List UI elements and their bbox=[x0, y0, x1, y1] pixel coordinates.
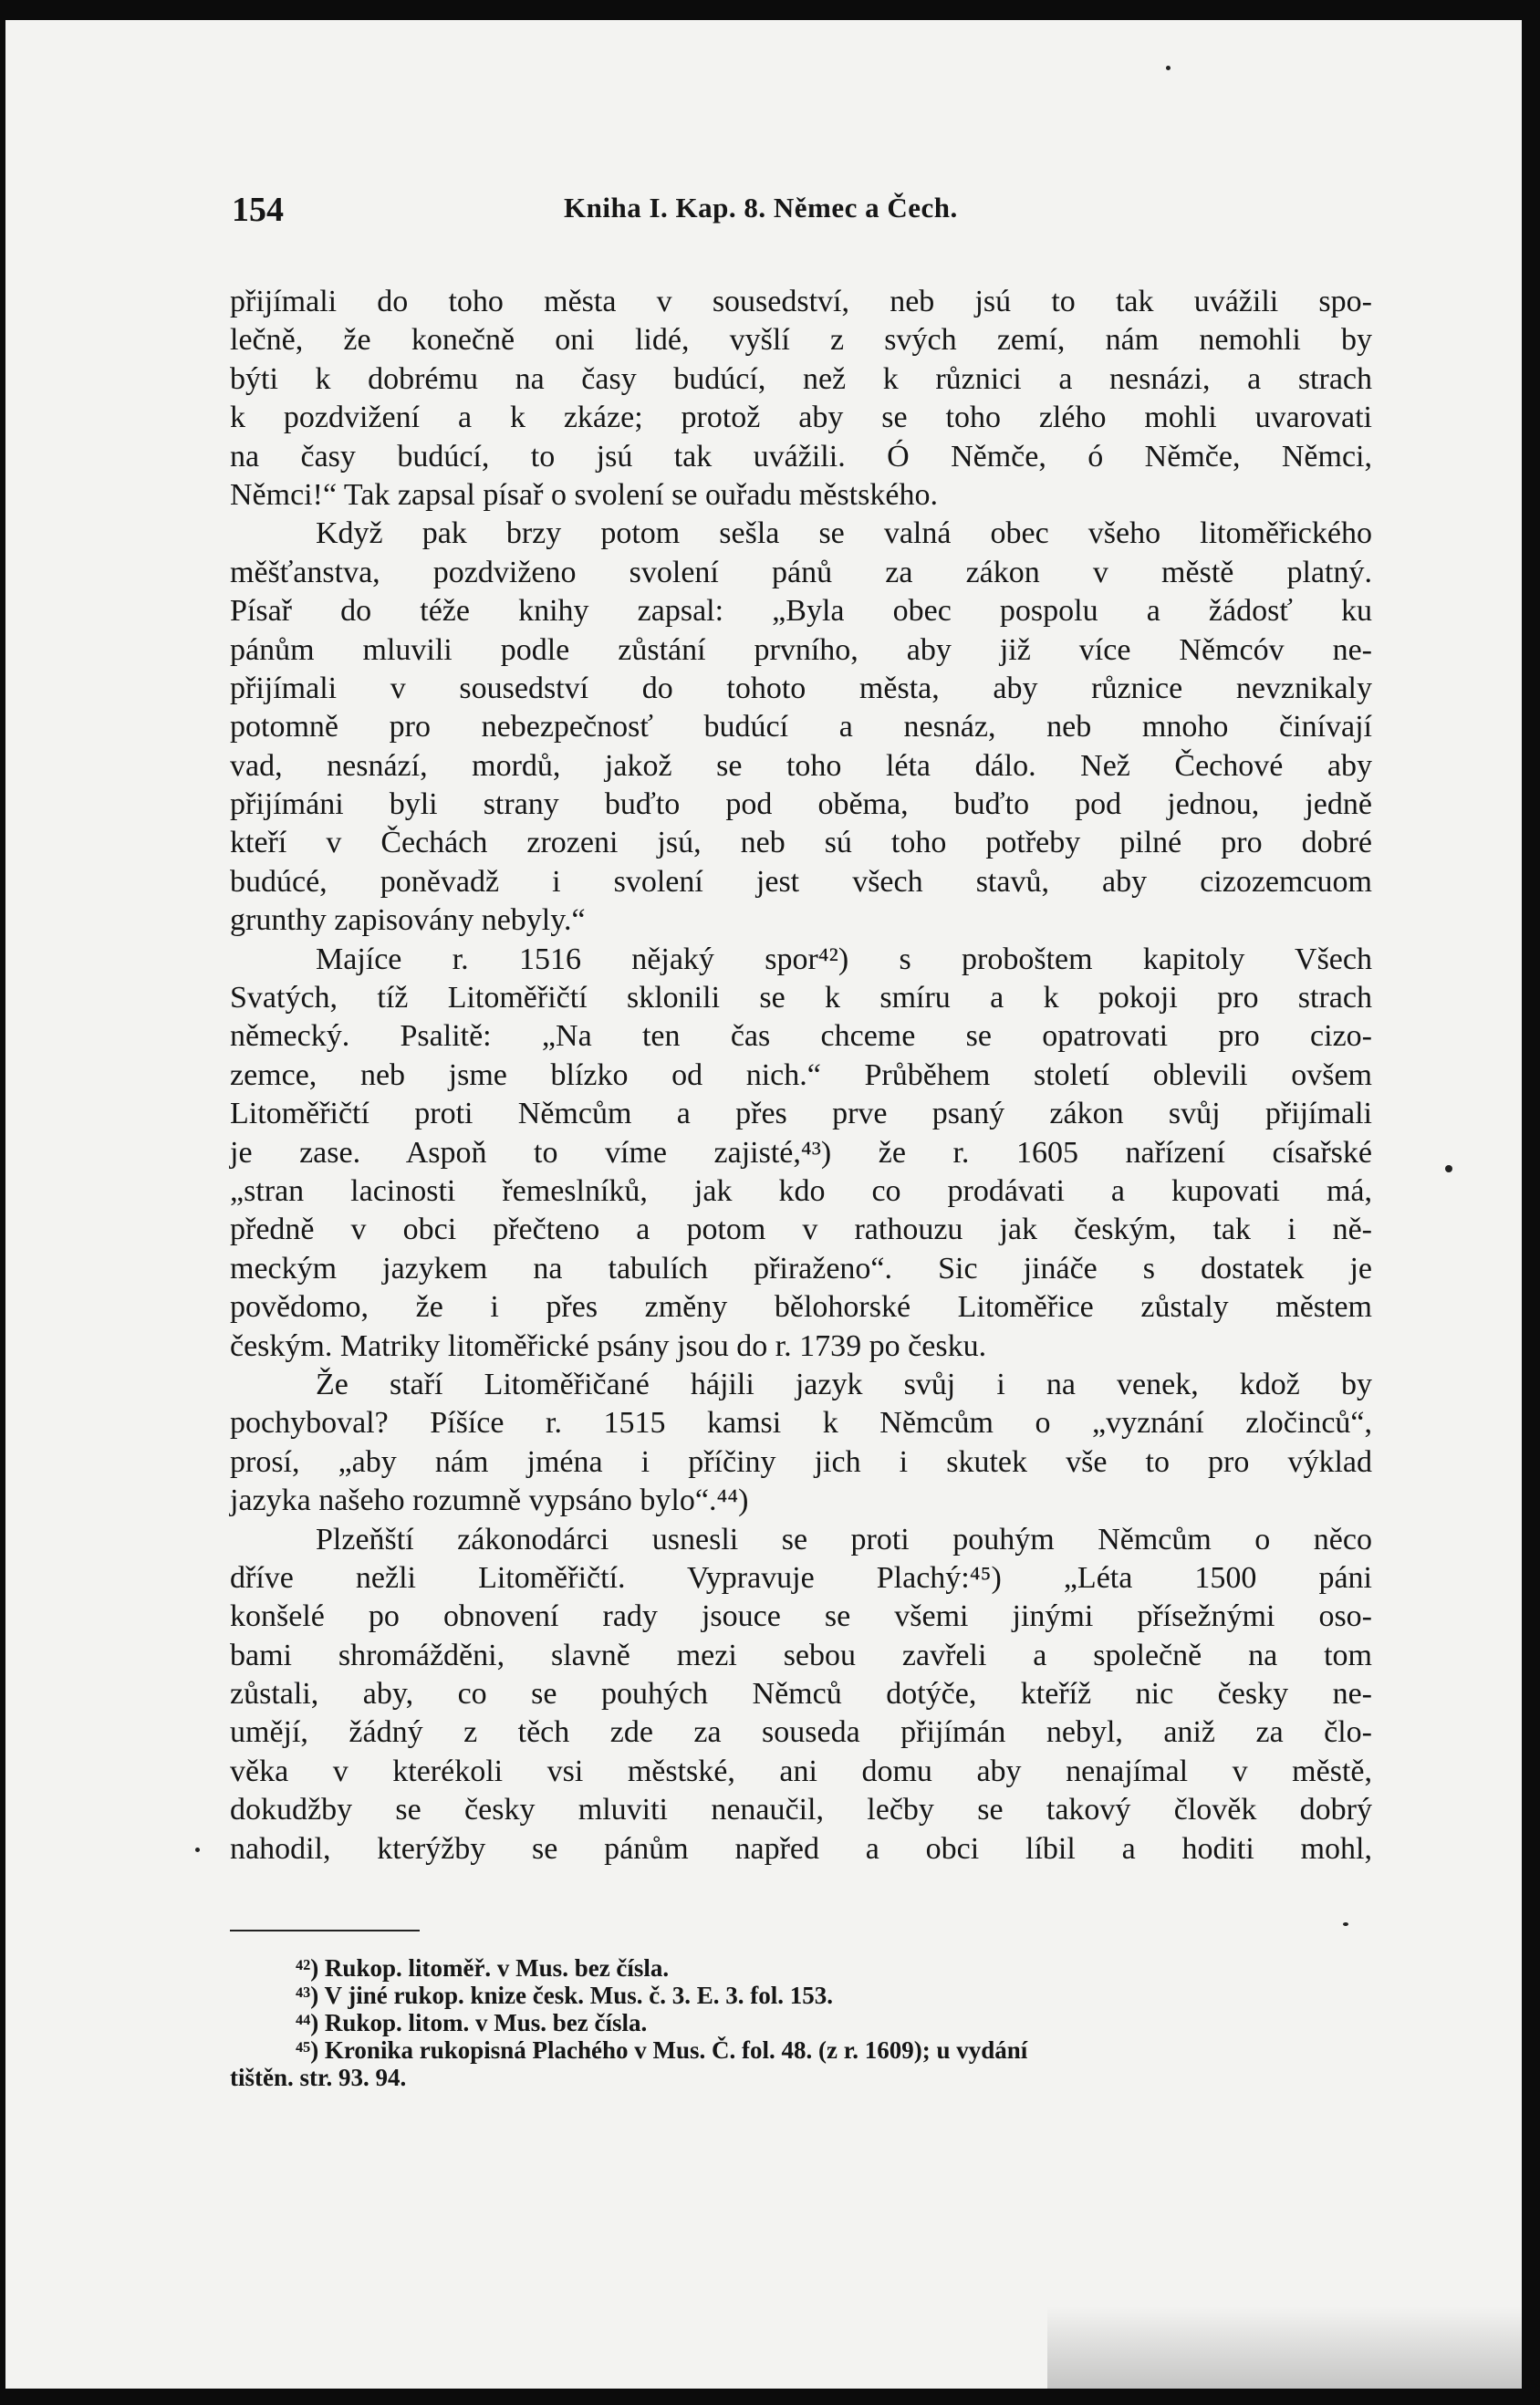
body-line: předně v obci přečteno a potom v rathouzu jak českým, tak i ně- bbox=[230, 1213, 1372, 1247]
body-line: býti k dobrému na časy budúcí, než k různici a nesnázi, a strach bbox=[230, 361, 1372, 396]
footnote: ⁴⁵) Kronika rukopisná Plachého v Mus. Č. fol. 48. (z r. 1609); u vydání bbox=[296, 2036, 1028, 2064]
footnote-rule bbox=[230, 1930, 420, 1931]
footnote: ⁴³) V jiné rukop. knize česk. Mus. č. 3. E. 3. fol. 153. bbox=[296, 1982, 833, 2009]
body-line: Svatých, tíž Litoměřičtí sklonili se k smíru a k pokoji pro strach bbox=[230, 981, 1372, 1015]
body-line: Němci!“ Tak zapsal písař o svolení se ouřadu městského. bbox=[230, 477, 938, 512]
footnote: ⁴⁴) Rukop. litom. v Mus. bez čísla. bbox=[296, 2009, 648, 2036]
scan-speck bbox=[1343, 1922, 1348, 1926]
body-line: Písař do téže knihy zapsal: „Byla obec pospolu a žádosť ku bbox=[230, 594, 1372, 629]
body-text bbox=[230, 283, 1372, 1869]
body-line: kteří v Čechách zrozeni jsú, neb sú toho potřeby pilné pro dobré bbox=[230, 826, 1372, 860]
body-line: konšelé po obnovení rady jsouce se všemi jinými přísežnými oso- bbox=[230, 1599, 1372, 1634]
body-line: „stran lacinosti řemeslníků, jak kdo co prodávati a kupovati má, bbox=[230, 1173, 1372, 1208]
scan-speck bbox=[195, 1848, 200, 1852]
body-line: přijímali do toho města v sousedství, neb jsú to tak uvážili spo- bbox=[230, 285, 1372, 318]
body-line: budúcé, poněvadž i svolení jest všech stavů, aby cizozemcuom bbox=[230, 864, 1372, 899]
body-line: měšťanstva, pozdviženo svolení pánů za zákon v městě platný. bbox=[230, 555, 1372, 589]
scan-shadow bbox=[1047, 2306, 1522, 2389]
scan-speck bbox=[1166, 66, 1171, 70]
body-line: zůstali, aby, co se pouhých Němců dotýče, kteříž nic česky ne- bbox=[230, 1677, 1372, 1712]
body-line: vad, nesnází, mordů, jakož se toho léta dálo. Než Čechové aby bbox=[230, 748, 1372, 783]
body-line: Litoměřičtí proti Němcům a přes prve psaný zákon svůj přijímali bbox=[230, 1097, 1372, 1131]
body-line: dokudžby se česky mluviti nenaučil, lečby se takový člověk dobrý bbox=[230, 1793, 1372, 1827]
body-line: německý. Psalitě: „Na ten čas chceme se opatrovati pro cizo- bbox=[230, 1019, 1372, 1054]
body-line: Že staří Litoměřičané hájili jazyk svůj i na venek, kdož by bbox=[316, 1367, 1372, 1401]
body-line: přijímáni byli strany buďto pod oběma, buďto pod jednou, jedně bbox=[230, 787, 1372, 822]
body-line: Plzeňští zákonodárci usnesli se proti pouhým Němcům o něco bbox=[316, 1522, 1372, 1556]
footnote: ⁴²) Rukop. litoměř. v Mus. bez čísla. bbox=[296, 1954, 670, 1982]
body-line: grunthy zapisovány nebyly.“ bbox=[230, 903, 586, 938]
body-line: prosí, „aby nám jména i příčiny jich i skutek vše to pro výklad bbox=[230, 1444, 1372, 1479]
running-head: Kniha I. Kap. 8. Němec a Čech. bbox=[564, 192, 958, 224]
body-line: dříve nežli Litoměřičtí. Vypravuje Plachý:⁴⁵) „Léta 1500 páni bbox=[230, 1560, 1372, 1595]
body-line: přijímali v sousedství do tohoto města, aby různice nevznikaly bbox=[230, 671, 1372, 705]
body-line: lečně, že konečně oni lidé, vyšlí z svých zemí, nám nemohli by bbox=[230, 323, 1372, 358]
footnotes bbox=[230, 1954, 1372, 2091]
page-number: 154 bbox=[232, 191, 284, 229]
body-line: věka v kterékoli vsi městské, ani domu aby nenajímal v městě, bbox=[230, 1754, 1372, 1788]
body-line: k pozdvižení a k zkáze; protož aby se toho zlého mohli uvarovati bbox=[230, 401, 1372, 435]
body-line: na časy budúcí, to jsú tak uvážili. Ó Němče, ó Němče, Němci, bbox=[230, 439, 1372, 474]
body-line: pánům mluvili podle zůstání prvního, aby již více Němcóv ne- bbox=[230, 632, 1372, 667]
body-line: jazyka našeho rozumně vypsáno bylo“.⁴⁴) bbox=[230, 1484, 749, 1518]
body-line: nahodil, kterýžby se pánům napřed a obci líbil a hoditi mohl, bbox=[230, 1831, 1372, 1866]
body-line: Když pak brzy potom sešla se valná obec všeho litoměřického bbox=[316, 516, 1372, 551]
body-line: povědomo, že i přes změny bělohorské Litoměřice zůstaly městem bbox=[230, 1290, 1372, 1325]
body-line: Majíce r. 1516 nějaký spor⁴²) s proboštem kapitoly Všech bbox=[316, 942, 1372, 976]
body-line: umějí, žádný z těch zde za souseda přijímán nebyl, aniž za člo- bbox=[230, 1715, 1372, 1750]
scan-speck bbox=[1445, 1165, 1452, 1172]
body-line: je zase. Aspoň to víme zajisté,⁴³) že r. 1605 nařízení císařské bbox=[230, 1135, 1372, 1170]
footnote: tištěn. str. 93. 94. bbox=[230, 2064, 407, 2091]
body-line: potomně pro nebezpečnosť budúcí a nesnáz, neb mnoho činívají bbox=[230, 710, 1372, 744]
body-line: bami shromážděni, slavně mezi sebou zavřeli a společně na tom bbox=[230, 1638, 1372, 1672]
book-page bbox=[5, 20, 1522, 2389]
body-line: českým. Matriky litoměřické psány jsou do r. 1739 po česku. bbox=[230, 1328, 987, 1363]
body-line: meckým jazykem na tabulích přiraženo“. Sic jináče s dostatek je bbox=[230, 1251, 1372, 1286]
body-line: pochyboval? Píšíce r. 1515 kamsi k Němcům o „vyznání zločinců“, bbox=[230, 1406, 1372, 1441]
body-line: zemce, neb jsme blízko od nich.“ Průběhem století oblevili ovšem bbox=[230, 1057, 1372, 1092]
